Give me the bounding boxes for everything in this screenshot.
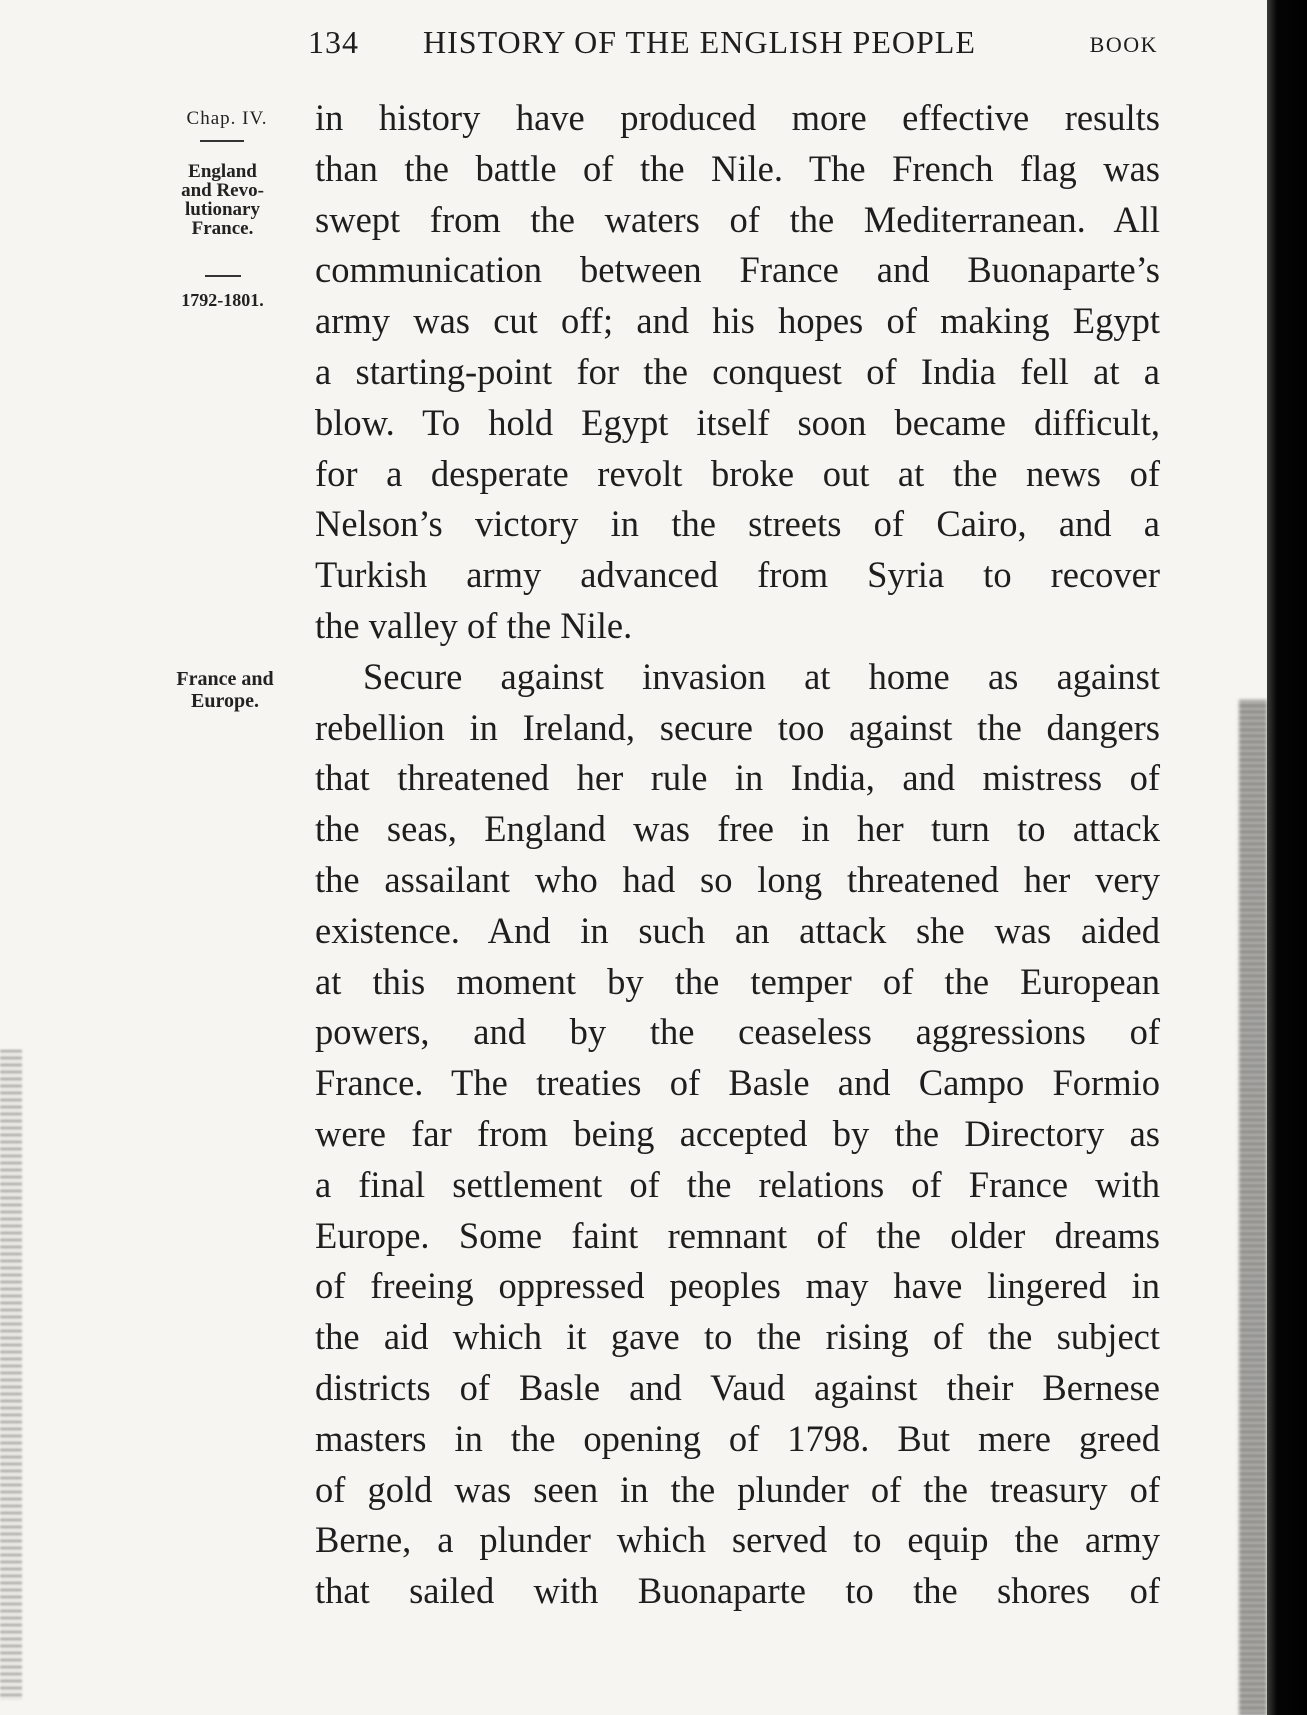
body-text bbox=[315, 93, 1160, 1617]
text-line: Europe. Some faint remnant of the older dreams bbox=[315, 1214, 1160, 1256]
margin-note-line: England bbox=[188, 161, 257, 182]
scan-edge-right bbox=[1267, 0, 1307, 1715]
text-line: army was cut off; and his hopes of making Egypt bbox=[315, 300, 1160, 342]
text-line: the aid which it gave to the rising of the subject bbox=[315, 1316, 1160, 1358]
scan-edge-fringe bbox=[1239, 700, 1267, 1715]
margin-rule bbox=[205, 275, 241, 277]
paragraph-2 bbox=[315, 652, 1160, 1617]
text-line: rebellion in Ireland, secure too against the dangers bbox=[315, 706, 1160, 748]
text-line: communication between France and Buonaparte’s bbox=[315, 249, 1160, 291]
text-line: Berne, a plunder which served to equip the army bbox=[315, 1519, 1160, 1561]
text-line: were far from being accepted by the Directory as bbox=[315, 1112, 1160, 1154]
text-line: masters in the opening of 1798. But mere greed bbox=[315, 1417, 1160, 1459]
margin-years: 1792-1801. bbox=[181, 290, 264, 310]
margin-note-france-europe bbox=[155, 668, 295, 712]
text-line: the seas, England was free in her turn to attack bbox=[315, 808, 1160, 850]
text-line: of gold was seen in the plunder of the treasury of bbox=[315, 1468, 1160, 1510]
text-line: a starting-point for the conquest of India fell at a bbox=[315, 350, 1160, 392]
text-line: the assailant who had so long threatened her very bbox=[315, 858, 1160, 900]
text-line: powers, and by the ceaseless aggressions of bbox=[315, 1011, 1160, 1053]
page-number: 134 bbox=[308, 24, 359, 60]
text-line: at this moment by the temper of the European bbox=[315, 960, 1160, 1002]
text-line: that sailed with Buonaparte to the shores of bbox=[315, 1570, 1160, 1612]
text-line: a final settlement of the relations of France with bbox=[315, 1163, 1160, 1205]
margin-note-line: lutionary bbox=[185, 199, 260, 220]
text-line: existence. And in such an attack she was aided bbox=[315, 909, 1160, 951]
margin-note-line: and Revo- bbox=[181, 180, 264, 201]
margin-rule bbox=[200, 140, 244, 142]
text-line: for a desperate revolt broke out at the news of bbox=[315, 452, 1160, 494]
book-label: BOOK bbox=[1089, 32, 1158, 57]
text-line: Nelson’s victory in the streets of Cairo, and a bbox=[315, 503, 1160, 545]
margin-note-line: Europe. bbox=[191, 690, 259, 712]
chapter-label: Chap. IV. bbox=[186, 108, 268, 129]
text-line: blow. To hold Egypt itself soon became difficult, bbox=[315, 401, 1160, 443]
text-line: the valley of the Nile. bbox=[315, 604, 633, 646]
margin-note-england bbox=[155, 162, 290, 238]
paragraph-1 bbox=[315, 93, 1160, 652]
text-line: France. The treaties of Basle and Campo Formio bbox=[315, 1062, 1160, 1104]
scan-speckle-left bbox=[0, 1050, 22, 1700]
text-line: swept from the waters of the Mediterranean. All bbox=[315, 198, 1160, 240]
margin-note-line: France and bbox=[176, 668, 274, 690]
running-title: HISTORY OF THE ENGLISH PEOPLE bbox=[423, 24, 976, 60]
running-header bbox=[308, 18, 1158, 68]
text-line: that threatened her rule in India, and mistress of bbox=[315, 757, 1160, 799]
text-line: districts of Basle and Vaud against their Bernese bbox=[315, 1366, 1160, 1408]
text-line: than the battle of the Nile. The French flag was bbox=[315, 147, 1160, 189]
text-line: Turkish army advanced from Syria to recover bbox=[315, 554, 1160, 596]
text-line: Secure against invasion at home as against bbox=[363, 655, 1160, 697]
text-line: of freeing oppressed peoples may have lingered in bbox=[315, 1265, 1160, 1307]
text-line: in history have produced more effective results bbox=[315, 97, 1160, 138]
margin-note-line: France. bbox=[191, 218, 254, 239]
